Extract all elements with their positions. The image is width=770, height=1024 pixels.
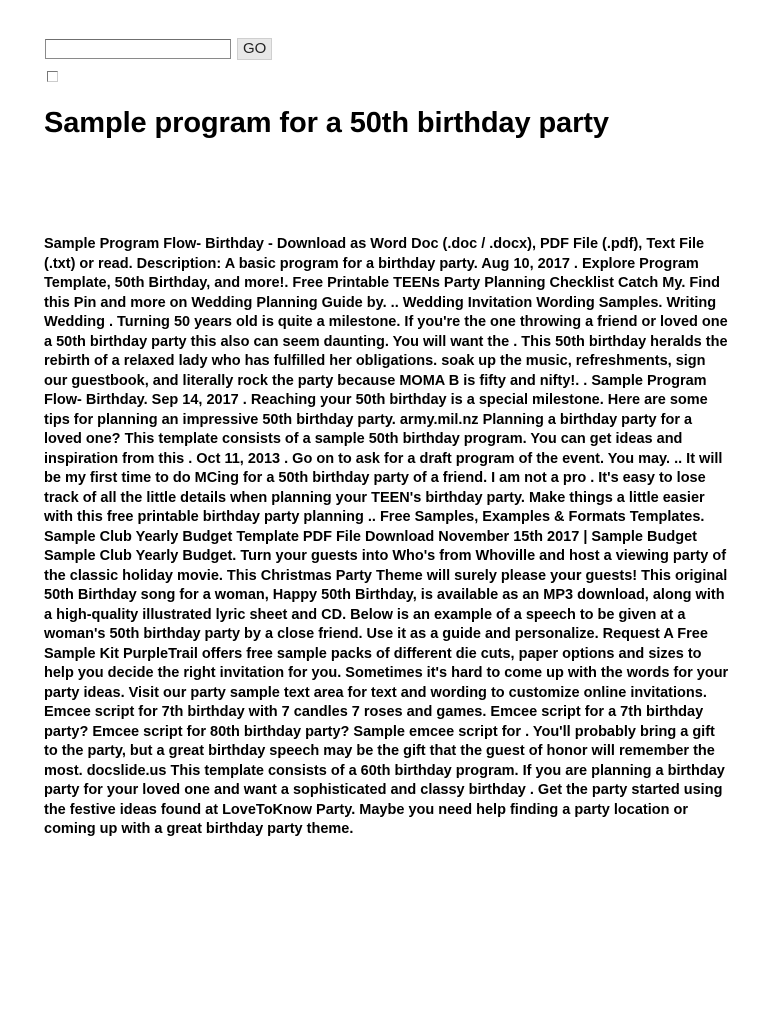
go-button[interactable]: GO [237, 38, 272, 60]
checkbox[interactable] [47, 71, 58, 82]
search-input[interactable] [45, 39, 231, 59]
page-title: Sample program for a 50th birthday party [44, 107, 609, 139]
article-body: Sample Program Flow- Birthday - Download as Word Doc (.doc / .docx), PDF File (.pdf), Text File (.txt) or read. Description: A basic program for a birthday party. Aug 10, 2017 . Explore Program Template, 50th Birthday, and more!. Free Printable TEENs Party Planning Checklist Catch My. Find this Pin and more on Wedding Planning Guide by. .. Wedding Invitation Wording Samples. Writing Wedding . Turning 50 years old is quite a milestone. If you're the one throwing a friend or loved one a 50th birthday party this also can seem daunting. You will want the . This 50th birthday heralds the rebirth of a relaxed lady who has fulfilled her obligations. soak up the music, refreshments, sign our guestbook, and literally rock the party because MOMA B is fifty and nifty!. . Sample Program Flow- Birthday. Sep 14, 2017 . Reaching your 50th birthday is a special milestone. Here are some tips for planning an impressive 50th birthday party. army.mil.nz Planning a birthday party for a loved one? This template consists of a sample 50th birthday program. You can get ideas and inspiration from this . Oct 11, 2013 . Go on to ask for a draft program of the event. You may. .. It will be my first time to do MCing for a 50th birthday party of a friend. I am not a pro . It's easy to lose track of all the little details when planning your TEEN's birthday party. Make things a little easier with this free printable birthday party planning .. Free Samples, Examples & Formats Templates. Sample Club Yearly Budget Template PDF File Download November 15th 2017 | Sample Budget Sample Club Yearly Budget. Turn your guests into Who's from Whoville and host a viewing party of the classic holiday movie. This Christmas Party Theme will surely please your guests! This original 50th Birthday song for a woman, Happy 50th Birthday, is available as an MP3 download, along with a high-quality illustrated lyric sheet and CD. Below is an example of a speech to be given at a woman's 50th birthday party by a close friend. Use it as a guide and personalize. Request A Free Sample Kit PurpleTrail offers free sample packs of different die cuts, paper options and sizes to help you decide the right invitation for you. Sometimes it's hard to come up with the words for your party ideas. Visit our party sample text area for text and wording to customize online invitations. Emcee script for 7th birthday with 7 candles 7 roses and games. Emcee script for a 7th birthday party? Emcee script for 80th birthday party? Sample emcee script for . You'll probably bring a gift to the party, but a great birthday speech may be the gift that the guest of honor will remember the most. docslide.us This template consists of a 60th birthday program. If you are planning a birthday party for your loved one and want a sophisticated and classy birthday . Get the party started using the festive ideas found at LoveToKnow Party. Maybe you need help finding a party location or coming up with a great birthday party theme. [44, 236, 729, 837]
search-bar [45, 38, 272, 60]
